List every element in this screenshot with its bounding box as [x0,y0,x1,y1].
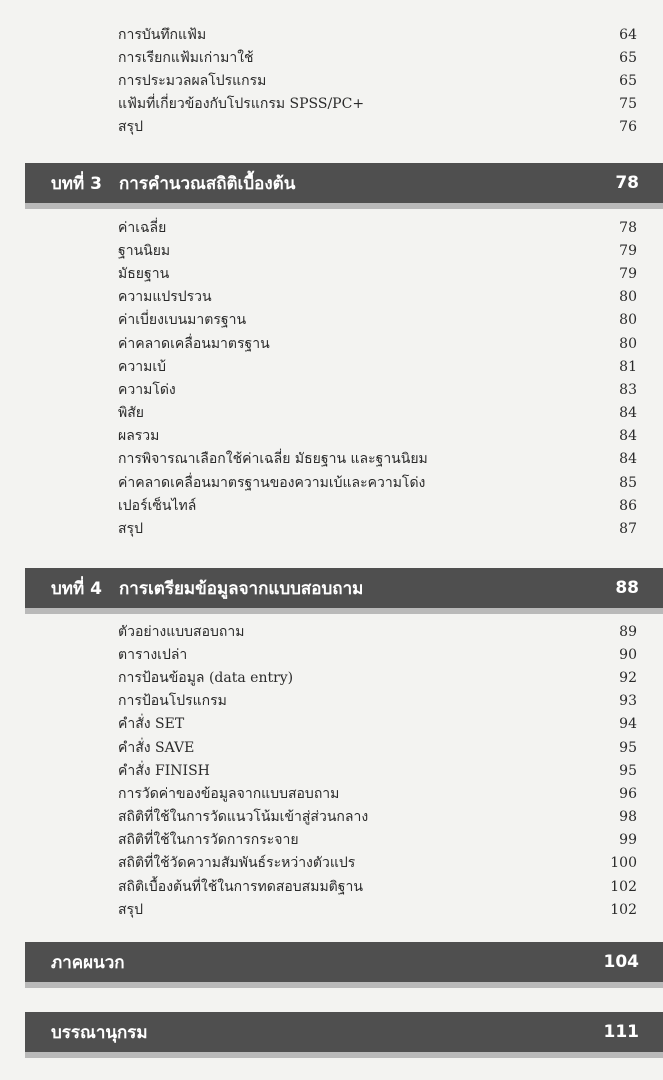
toc-entry-title: เปอร์เซ็นไทล์ [118,497,197,514]
toc-entry-page: 102 [610,901,637,918]
toc-entry-title: การป้อนข้อมูล (data entry) [118,669,294,686]
toc-entry[interactable] [118,690,637,713]
toc-entry-page: 89 [619,623,637,640]
toc-entry[interactable] [118,286,637,309]
toc-entry-title: ค่าคลาดเคลื่อนมาตรฐาน [118,335,270,352]
toc-entry[interactable] [118,620,637,643]
toc-entry-title: คำสั่ง FINISH [118,762,210,779]
toc-entry-page: 92 [619,669,637,686]
toc-entry-title: สถิติที่ใช้ในการวัดแนวโน้มเข้าสู่ส่วนกลาง [118,809,369,826]
toc-entry-title: สถิติเบื้องต้นที่ใช้ในการทดสอบสมมติฐาน [118,878,363,895]
toc-entry[interactable] [118,713,637,736]
toc-entry-title: คำสั่ง SAVE [118,739,195,756]
toc-entry[interactable] [118,355,637,378]
toc-entry[interactable] [118,898,637,921]
chapter-3-header[interactable] [25,163,663,203]
toc-entry-page: 64 [619,26,637,43]
toc-entry-title: ความแปรปรวน [118,289,212,306]
toc-entry[interactable] [118,448,637,471]
toc-entry-page: 80 [619,312,637,329]
toc-entry-page: 84 [619,405,637,422]
toc-entry[interactable] [118,116,637,139]
toc-entry[interactable] [118,93,637,116]
toc-entry[interactable] [118,216,637,239]
toc-entry-page: 98 [619,809,637,826]
toc-entry-page: 84 [619,428,637,445]
toc-entry-page: 79 [619,242,637,259]
toc-entry-page: 100 [610,855,637,872]
toc-entry-title: การพิจารณาเลือกใช้ค่าเฉลี่ย มัธยฐาน และฐานนิยม [118,451,428,468]
toc-entry-page: 99 [619,832,637,849]
toc-entry-title: สรุป [118,901,143,918]
toc-entry[interactable] [118,782,637,805]
chapter-label: บทที่ 4 [51,578,102,599]
chapter-page: 88 [615,578,639,598]
toc-entry-title: มัธยฐาน [118,265,170,282]
toc-entry-page: 79 [619,265,637,282]
appendix-header[interactable] [25,942,663,982]
toc-entry-title: สถิติที่ใช้วัดความสัมพันธ์ระหว่างตัวแปร [118,855,356,872]
toc-entry[interactable] [118,332,637,355]
chapter-4-items [118,620,637,921]
toc-entry-title: สรุป [118,521,143,538]
toc-entry[interactable] [118,736,637,759]
toc-entry[interactable] [118,829,637,852]
toc-entry[interactable] [118,239,637,262]
toc-entry[interactable] [118,23,637,46]
toc-entry-page: 87 [619,521,637,538]
toc-entry[interactable] [118,666,637,689]
toc-entry-page: 80 [619,335,637,352]
bibliography-header[interactable] [25,1012,663,1052]
toc-entry[interactable] [118,517,637,540]
toc-entry-title: คำสั่ง SET [118,716,185,733]
bibliography-title: บรรณานุกรม [51,1022,148,1043]
toc-entry-title: ความเบ้ [118,358,166,375]
toc-entry[interactable] [118,806,637,829]
appendix-title: ภาคผนวก [51,952,125,973]
toc-entry[interactable] [118,875,637,898]
toc-entry-title: การป้อนโปรแกรม [118,693,227,710]
toc-entry-title: ค่าเบี่ยงเบนมาตรฐาน [118,312,247,329]
toc-entry-page: 65 [619,49,637,66]
toc-entry-title: ตารางเปล่า [118,646,188,663]
toc-entry[interactable] [118,309,637,332]
toc-entry-title: ผลรวม [118,428,160,445]
toc-entry-title: การเรียกแฟ้มเก่ามาใช้ [118,49,254,66]
toc-entry-page: 94 [619,716,637,733]
appendix-page: 104 [603,952,639,972]
toc-entry[interactable] [118,643,637,666]
toc-entry-page: 95 [619,762,637,779]
toc-entry-page: 95 [619,739,637,756]
toc-entry-page: 84 [619,451,637,468]
toc-entry-title: ค่าเฉลี่ย [118,219,167,236]
toc-entry-page: 65 [619,72,637,89]
chapter-label: บทที่ 3 [51,173,102,194]
toc-entry-page: 80 [619,289,637,306]
section-top-items [118,23,637,139]
toc-entry-page: 78 [619,219,637,236]
toc-entry[interactable] [118,69,637,92]
toc-entry-page: 102 [610,878,637,895]
chapter-3-items [118,216,637,541]
toc-entry-page: 83 [619,381,637,398]
toc-entry-title: แฟ้มที่เกี่ยวข้องกับโปรแกรม SPSS/PC+ [118,96,365,113]
toc-entry-title: ฐานนิยม [118,242,171,259]
toc-entry-page: 81 [619,358,637,375]
toc-entry-page: 85 [619,474,637,491]
toc-entry-page: 86 [619,497,637,514]
chapter-title: การคำนวณสถิติเบื้องต้น [119,173,296,194]
bibliography-page: 111 [603,1022,639,1042]
toc-entry[interactable] [118,402,637,425]
toc-entry-title: สถิติที่ใช้ในการวัดการกระจาย [118,832,299,849]
toc-entry-title: พิสัย [118,405,144,422]
toc-entry-title: ความโด่ง [118,381,176,398]
toc-entry-title: ค่าคลาดเคลื่อนมาตรฐานของความเบ้และความโด่ง [118,474,426,491]
toc-entry[interactable] [118,852,637,875]
toc-entry-page: 96 [619,785,637,802]
toc-entry-title: การบันทึกแฟ้ม [118,26,207,43]
toc-entry-page: 90 [619,646,637,663]
toc-entry-title: การประมวลผลโปรแกรม [118,72,267,89]
toc-entry-title: สรุป [118,119,143,136]
toc-entry[interactable] [118,46,637,69]
toc-entry-title: ตัวอย่างแบบสอบถาม [118,623,245,640]
toc-entry[interactable] [118,425,637,448]
toc-entry-page: 93 [619,693,637,710]
toc-entry[interactable] [118,494,637,517]
toc-entry-page: 76 [619,119,637,136]
toc-entry[interactable] [118,759,637,782]
toc-entry-title: การวัดค่าของข้อมูลจากแบบสอบถาม [118,785,340,802]
chapter-page: 78 [615,173,639,193]
toc-entry[interactable] [118,262,637,285]
toc-entry[interactable] [118,378,637,401]
chapter-4-header[interactable] [25,568,663,608]
toc-entry-page: 75 [619,96,637,113]
chapter-title: การเตรียมข้อมูลจากแบบสอบถาม [119,578,364,599]
toc-entry[interactable] [118,471,637,494]
